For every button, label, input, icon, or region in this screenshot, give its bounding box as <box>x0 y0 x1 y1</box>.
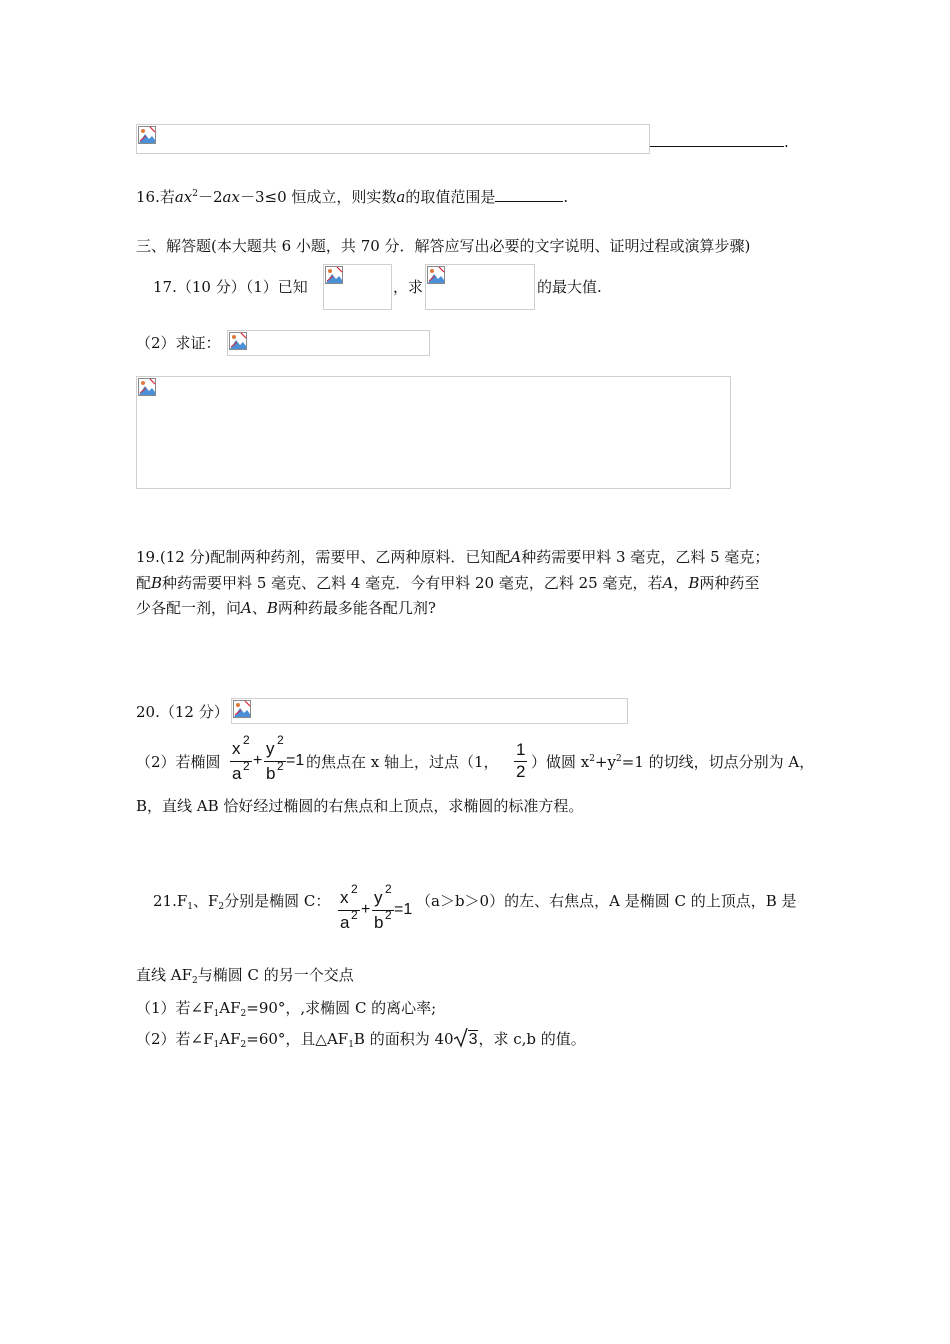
q18-image-placeholder <box>136 376 731 489</box>
q20-ellipse-equation: x 2 a 2 + y 2 b 2 =1 <box>232 733 305 783</box>
sqrt-symbol: 3 <box>454 1028 479 1050</box>
q16-answer-blank <box>495 187 563 202</box>
broken-image-icon <box>138 126 156 144</box>
q20-line2: B，直线 AB 恰好经过椭圆的右焦点和上顶点，求椭圆的标准方程。 <box>136 797 584 815</box>
q21-line2: 直线 $AF_2$与椭圆 C 的另一个交点 <box>136 966 354 986</box>
q21-intro: $21.F_1$、$F_2$分别是椭圆 C： <box>153 892 331 912</box>
q17-tail: 的最大值. <box>537 278 602 296</box>
broken-image-icon <box>138 378 156 396</box>
q20-intro: 20.（12 分） <box>136 703 229 721</box>
q20-part1-image <box>231 698 628 724</box>
radical-sign <box>454 1028 468 1048</box>
section3-heading: 三、解答题(本大题共 6 小题，共 70 分．解答应写出必要的文字说明、证明过程或演算步骤) <box>136 237 751 255</box>
q20-half-fraction: 1 2 <box>516 740 526 781</box>
q19-line3: 少各配一剂，问A、B两种药最多能各配几剂? <box>136 599 436 617</box>
q20-circle-text: ）做圆 $x^2+y^2=1$ 的切线，切点分别为 A， <box>531 753 815 771</box>
q21-part2: （2）若$\angle F_1AF_2=60^\circ$，且$\triangle AF_1B$ 的面积为 40 3，求 c,b 的值。 <box>136 1030 586 1050</box>
q21-part1: （1）若$\angle F_1AF_2=90^\circ$，,求椭圆 C 的离心率; <box>136 999 437 1019</box>
q17-expression-image <box>425 264 535 310</box>
q17-proof-image <box>227 330 430 356</box>
q15-period: . <box>784 133 789 151</box>
q15-answer-blank <box>650 132 789 152</box>
broken-image-icon <box>325 266 343 284</box>
q16-line: 16.若$ax^2-2ax-3\le 0$ 恒成立，则实数a的取值范围是 . <box>136 188 569 206</box>
broken-image-icon <box>233 700 251 718</box>
broken-image-icon <box>229 332 247 350</box>
q21-condition: （a＞b＞0）的左、右焦点，A 是椭圆 C 的上顶点，B 是 <box>416 892 797 910</box>
q17-given-image <box>323 264 392 310</box>
q17-intro: 17.（10 分）（1）已知 <box>153 278 308 296</box>
q20-part2-label: （2）若椭圆 <box>136 753 221 771</box>
q17-part2-label: （2）求证： <box>136 334 221 352</box>
q19-line2: 配B种药需要甲料 5 毫克、乙料 4 毫克．今有甲料 20 毫克，乙料 25 毫克，若A，B两种药至 <box>136 574 760 592</box>
q21-ellipse-equation: x 2 a 2 + y 2 b 2 =1 <box>340 882 413 932</box>
q17-ask: ，求 <box>393 278 424 296</box>
broken-image-icon <box>427 266 445 284</box>
q19-line1: 19.(12 分)配制两种药剂，需要甲、乙两种原料．已知配A种药需要甲料 3 毫克，乙料 5 毫克； <box>136 548 770 566</box>
q20-mid: 的焦点在 x 轴上，过点（1， <box>306 753 499 771</box>
q15-image-placeholder <box>136 124 650 154</box>
